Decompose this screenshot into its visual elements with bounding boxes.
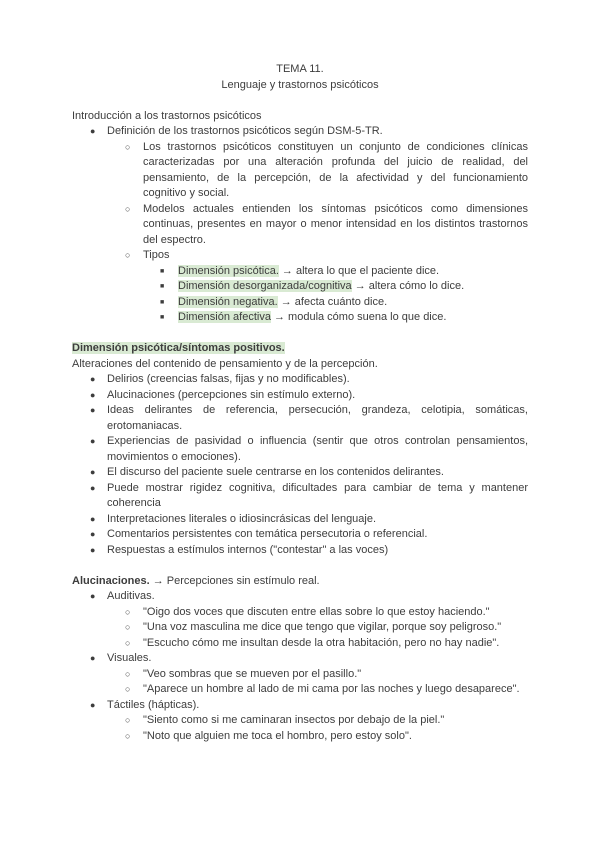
text-segment: Definición de los trastornos psicóticos según DSM-5-TR. xyxy=(107,125,383,137)
text-segment: "Noto que alguien me toca el hombro, pero estoy solo". xyxy=(143,729,412,742)
text-segment: Alucinaciones (percepciones sin estímulo externo). xyxy=(107,388,356,401)
bullet-item xyxy=(72,465,528,481)
text-segment: Respuestas a estímulos internos ("contestar" a las voces) xyxy=(107,543,389,556)
text-segment: "Oigo dos voces que discuten entre ellas sobre lo que estoy haciendo." xyxy=(143,605,490,618)
blank-line xyxy=(72,326,528,342)
text-segment: → afecta cuánto dice. xyxy=(277,295,388,308)
text-segment: "Siento como si me caminaran insectos por debajo de la piel." xyxy=(143,714,445,726)
highlighted-text-segment: Dimensión afectiva xyxy=(178,311,271,323)
bullet-marker-level-1-icon: ● xyxy=(90,374,96,384)
bullet-marker-level-2-icon: ○ xyxy=(125,637,131,648)
bullet-item xyxy=(72,605,528,621)
bullet-marker-level-2-icon: ○ xyxy=(125,684,131,694)
bullet-item xyxy=(72,713,528,729)
bullet-item xyxy=(72,512,528,528)
bullet-item xyxy=(72,729,528,745)
text-segment: Puede mostrar rigidez cognitiva, dificultades para cambiar de tema y mantener coherencia xyxy=(107,481,528,509)
highlighted-text-segment: Dimensión desorganizada/cognitiva xyxy=(178,280,352,292)
bullet-marker-level-1-icon: ● xyxy=(90,653,96,663)
text-segment: Modelos actuales entienden los síntomas psicóticos como dimensiones continuas, presentes en mayor o menor intensidad en los distintos trastornos del espectro. xyxy=(143,202,528,246)
bullet-item xyxy=(72,620,528,636)
bullet-marker-level-1-icon: ● xyxy=(90,405,96,415)
bullet-item xyxy=(72,202,528,249)
text-segment: "Veo sombras que se mueven por el pasillo." xyxy=(143,667,362,680)
text-segment: Los trastornos psicóticos constituyen un conjunto de condiciones clínicas caracterizadas por una alteración profunda del juicio de realidad, del pensamiento, de la percepción, de la afectividad y del funcionamiento cognitivo y social. xyxy=(143,140,528,199)
text-segment: "Aparece un hombre al lado de mi cama por las noches y luego desaparece". xyxy=(143,683,520,695)
text-segment: Introducción a los trastornos psicóticos xyxy=(72,109,262,122)
bullet-marker-level-3-icon: ■ xyxy=(160,283,165,290)
blank-line xyxy=(72,558,528,574)
bullet-marker-level-2-icon: ○ xyxy=(125,668,131,679)
text-segment: Táctiles (hápticas). xyxy=(107,698,200,711)
bullet-item xyxy=(72,279,528,295)
text-segment: TEMA 11. xyxy=(276,63,324,75)
text-segment: → altera lo que el paciente dice. xyxy=(278,264,440,277)
bullet-item xyxy=(72,403,528,434)
text-segment: Alucinaciones. xyxy=(72,574,150,587)
paragraph xyxy=(72,357,528,373)
bullet-marker-level-1-icon: ● xyxy=(90,529,96,539)
document-content xyxy=(72,62,528,744)
text-segment: Lenguaje y trastornos psicóticos xyxy=(221,78,379,91)
bullet-item xyxy=(72,698,528,714)
bullet-marker-level-3-icon: ■ xyxy=(160,267,165,275)
bullet-marker-level-1-icon: ● xyxy=(90,591,96,601)
highlighted-text-segment: Dimensión negativa. xyxy=(178,295,278,308)
bullet-marker-level-1-icon: ● xyxy=(90,467,96,477)
document-title-line xyxy=(72,62,528,78)
bullet-item xyxy=(72,636,528,652)
bullet-marker-level-2-icon: ○ xyxy=(125,606,131,617)
text-segment: El discurso del paciente suele centrarse en los contenidos delirantes. xyxy=(107,466,444,478)
bullet-marker-level-1-icon: ● xyxy=(90,482,96,493)
text-segment: → Percepciones sin estímulo real. xyxy=(149,574,320,587)
text-segment: Experiencias de pasividad o influencia (sentir que otros controlan pensamientos, movimientos o emociones). xyxy=(107,435,528,463)
bullet-item xyxy=(72,667,528,683)
bullet-marker-level-3-icon: ■ xyxy=(160,298,165,306)
bullet-marker-level-2-icon: ○ xyxy=(125,730,131,741)
bullet-item xyxy=(72,589,528,605)
text-segment: "Escucho cómo me insultan desde la otra habitación, pero no hay nadie". xyxy=(143,636,500,649)
bullet-item xyxy=(72,527,528,543)
document-title-line xyxy=(72,78,528,94)
bullet-marker-level-1-icon: ● xyxy=(90,513,96,524)
text-segment: → modula cómo suena lo que dice. xyxy=(270,311,447,323)
text-segment: Alteraciones del contenido de pensamiento y de la percepción. xyxy=(72,357,378,370)
highlighted-text-segment: Dimensión psicótica/síntomas positivos. xyxy=(72,342,285,354)
text-segment: Auditivas. xyxy=(107,590,155,602)
text-segment: Interpretaciones literales o idiosincrásicas del lenguaje. xyxy=(107,512,377,525)
text-segment: "Una voz masculina me dice que tengo que vigilar, porque soy peligroso." xyxy=(143,621,502,633)
bullet-marker-level-3-icon: ■ xyxy=(160,314,165,321)
bullet-item xyxy=(72,124,528,140)
bullet-item xyxy=(72,264,528,280)
text-segment: Tipos xyxy=(143,249,170,261)
text-segment: Visuales. xyxy=(107,652,152,664)
text-segment: Ideas delirantes de referencia, persecución, grandeza, celotipia, somáticas, erotomaniacas. xyxy=(107,404,528,432)
bullet-marker-level-2-icon: ○ xyxy=(125,715,131,725)
bullet-item xyxy=(72,388,528,404)
bullet-marker-level-1-icon: ● xyxy=(90,389,96,400)
text-segment: → altera cómo lo dice. xyxy=(351,280,465,292)
paragraph xyxy=(72,574,528,590)
bullet-marker-level-1-icon: ● xyxy=(90,699,96,710)
bullet-item xyxy=(72,682,528,698)
bullet-item xyxy=(72,481,528,512)
highlighted-text-segment: Dimensión psicótica. xyxy=(178,264,279,277)
bullet-marker-level-2-icon: ○ xyxy=(125,622,131,632)
paragraph xyxy=(72,341,528,357)
blank-line xyxy=(72,93,528,109)
text-segment: Delirios (creencias falsas, fijas y no modificables). xyxy=(107,373,350,385)
bullet-marker-level-1-icon: ● xyxy=(90,436,96,446)
bullet-item xyxy=(72,295,528,311)
bullet-marker-level-1-icon: ● xyxy=(90,126,96,136)
bullet-item xyxy=(72,140,528,202)
bullet-item xyxy=(72,372,528,388)
bullet-item xyxy=(72,248,528,264)
bullet-marker-level-1-icon: ● xyxy=(90,544,96,555)
bullet-marker-level-2-icon: ○ xyxy=(125,203,131,214)
bullet-item xyxy=(72,651,528,667)
bullet-item xyxy=(72,543,528,559)
text-segment: Comentarios persistentes con temática persecutoria o referencial. xyxy=(107,528,428,540)
bullet-item xyxy=(72,310,528,326)
bullet-marker-level-2-icon: ○ xyxy=(125,141,131,152)
paragraph xyxy=(72,109,528,125)
bullet-item xyxy=(72,434,528,465)
bullet-marker-level-2-icon: ○ xyxy=(125,250,131,260)
